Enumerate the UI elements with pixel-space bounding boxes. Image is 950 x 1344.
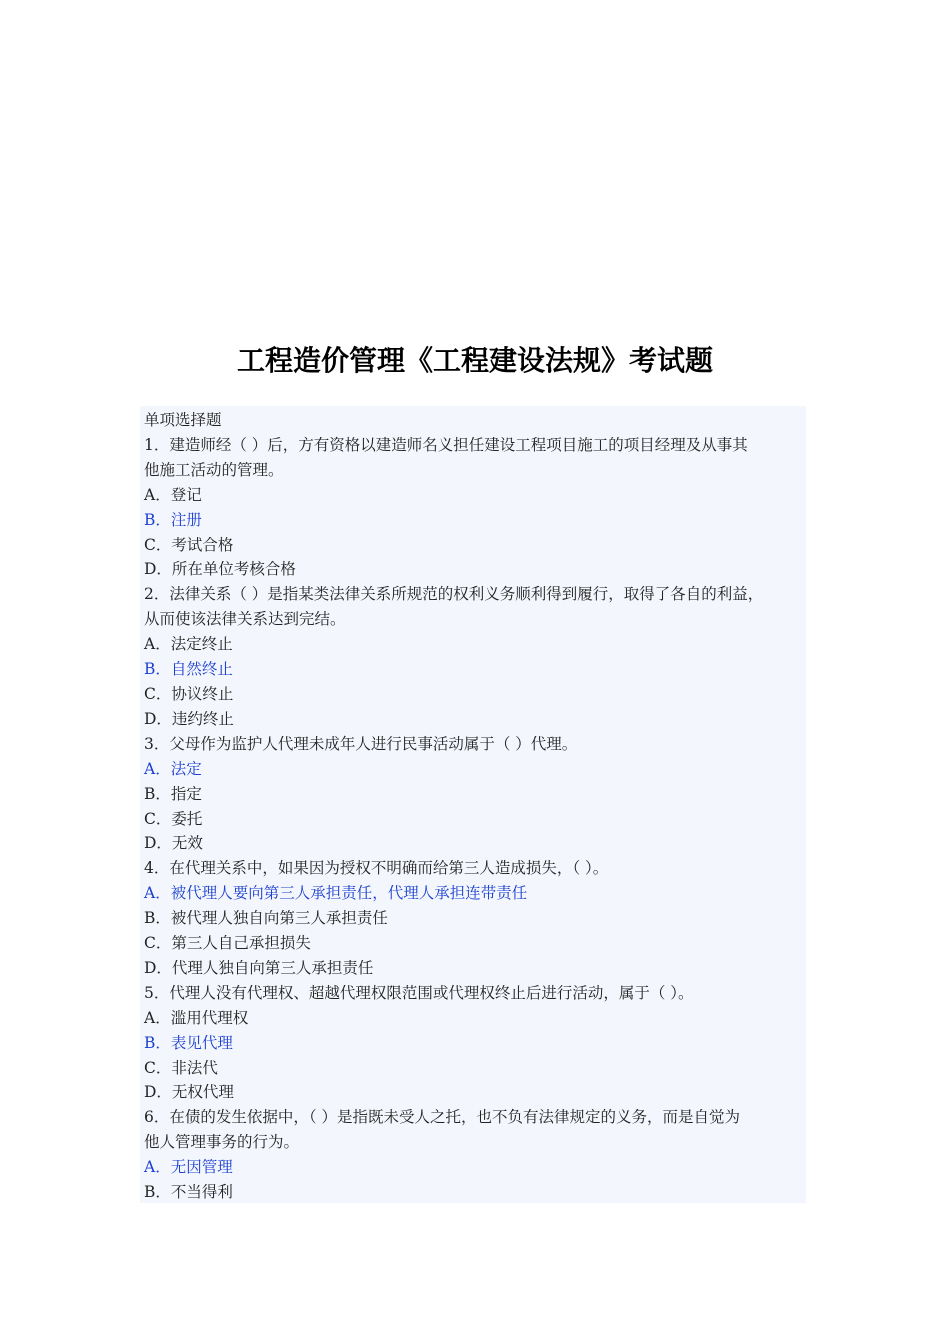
- question-line: 4．在代理关系中，如果因为授权不明确而给第三人造成损失，（ ）。: [144, 859, 609, 878]
- question-line: C．协议终止: [144, 684, 234, 703]
- question-line: 从而使该法律关系达到完结。: [144, 610, 346, 629]
- question-lines: [144, 433, 806, 1205]
- document-title: 工程造价管理《工程建设法规》考试题: [236, 344, 713, 377]
- question-line: 1．建造师经（ ）后，方有资格以建造师名义担任建设工程项目施工的项目经理及从事其: [144, 435, 748, 454]
- question-panel: [140, 406, 806, 1203]
- question-line: B．不当得利: [144, 1183, 233, 1202]
- answer-option-line: A．无因管理: [144, 1158, 233, 1177]
- question-line: 6．在债的发生依据中，（ ）是指既未受人之托，也不负有法律规定的义务，而是自觉为: [144, 1108, 741, 1127]
- answer-option-line: A．被代理人要向第三人承担责任，代理人承担连带责任: [144, 884, 528, 903]
- question-line: A．滥用代理权: [144, 1008, 249, 1027]
- question-line: 他人管理事务的行为。: [144, 1133, 300, 1152]
- question-line: D．违约终止: [144, 709, 234, 728]
- section-label: 单项选择题: [144, 411, 222, 429]
- question-line: A．登记: [144, 485, 202, 504]
- question-line: D．代理人独自向第三人承担责任: [144, 958, 374, 977]
- answer-option-line: B．表见代理: [144, 1033, 233, 1052]
- answer-option-line: B．自然终止: [144, 660, 233, 679]
- question-line: D．无效: [144, 834, 203, 853]
- answer-option-line: B．注册: [144, 510, 202, 529]
- question-line: B．指定: [144, 784, 202, 803]
- question-line: D．无权代理: [144, 1083, 234, 1102]
- question-line: 2．法律关系（ ）是指某类法律关系所规范的权利义务顺利得到履行，取得了各自的利益，: [144, 585, 764, 604]
- answer-option-line: A．法定: [144, 759, 202, 778]
- question-line: C．委托: [144, 809, 203, 828]
- question-line: 5．代理人没有代理权、超越代理权限范围或代理权终止后进行活动，属于（ ）。: [144, 983, 694, 1002]
- question-line: 3．父母作为监护人代理未成年人进行民事活动属于（ ）代理。: [144, 734, 578, 753]
- question-line: 他施工活动的管理。: [144, 460, 284, 479]
- question-line: C．第三人自己承担损失: [144, 934, 311, 953]
- question-line: B．被代理人独自向第三人承担责任: [144, 909, 388, 928]
- question-line: A．法定终止: [144, 635, 233, 654]
- question-line: C．非法代: [144, 1058, 218, 1077]
- question-line: D．所在单位考核合格: [144, 560, 296, 579]
- question-line: C．考试合格: [144, 535, 234, 554]
